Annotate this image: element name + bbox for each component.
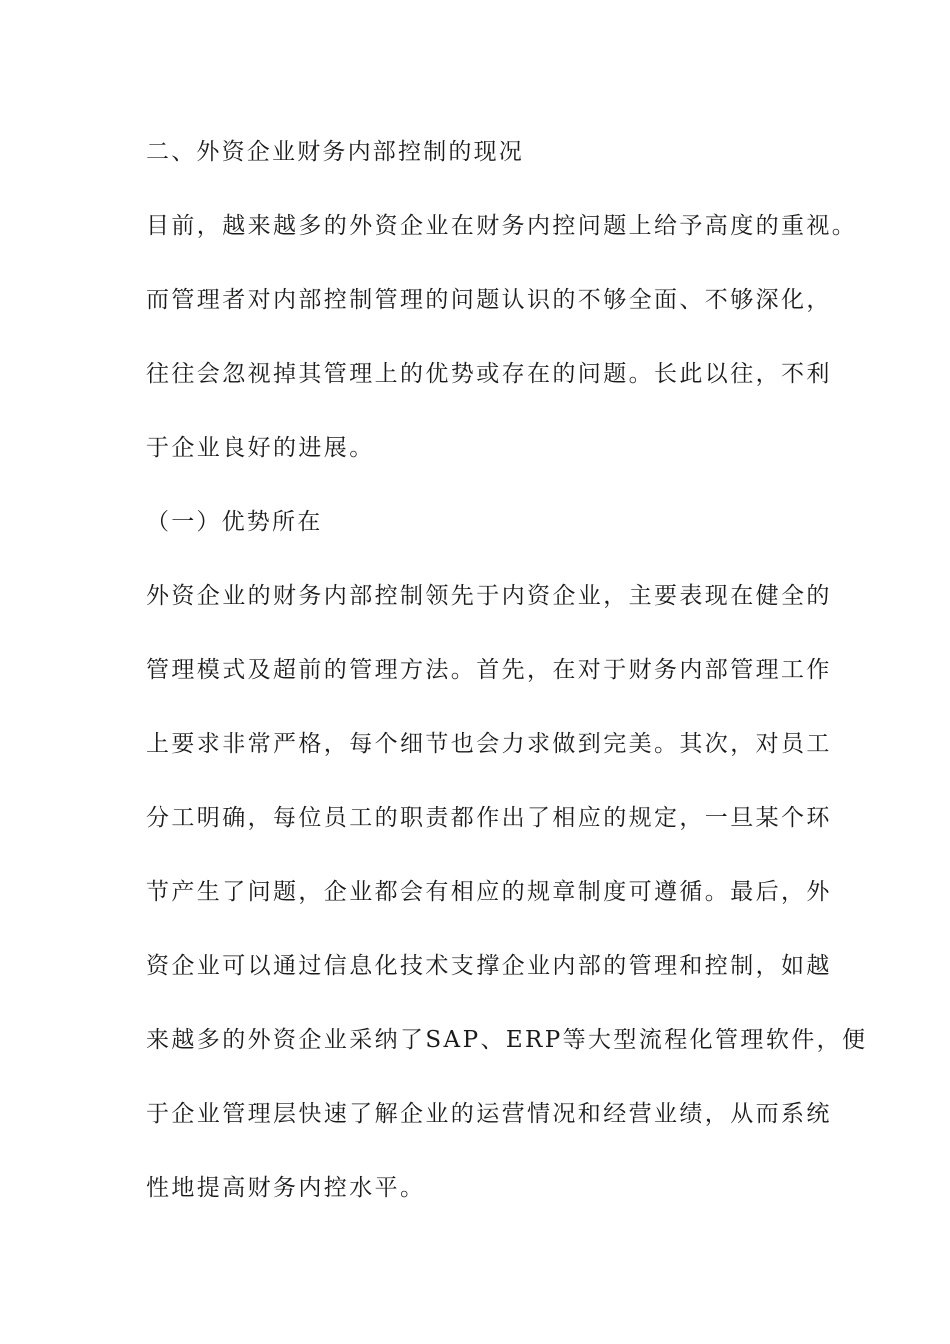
subsection-heading: （一）优势所在 <box>146 509 323 535</box>
paragraph-line: 外资企业的财务内部控制领先于内资企业，主要表现在健全的 <box>146 583 832 609</box>
paragraph-line: 于企业管理层快速了解企业的运营情况和经营业绩，从而系统 <box>146 1101 832 1127</box>
paragraph-line: 而管理者对内部控制管理的问题认识的不够全面、不够深化， <box>146 287 832 313</box>
paragraph-line: 来越多的外资企业采纳了SAP、ERP等大型流程化管理软件，便 <box>146 1027 868 1053</box>
paragraph-line: 目前，越来越多的外资企业在财务内控问题上给予高度的重视。 <box>146 213 858 239</box>
section-heading: 二、外资企业财务内部控制的现况 <box>146 139 524 165</box>
paragraph-line: 于企业良好的进展。 <box>146 435 375 461</box>
paragraph-line: 性地提高财务内控水平。 <box>146 1175 426 1201</box>
paragraph-line: 分工明确，每位员工的职责都作出了相应的规定，一旦某个环 <box>146 805 832 831</box>
paragraph-line: 节产生了问题，企业都会有相应的规章制度可遵循。最后，外 <box>146 879 832 905</box>
paragraph-line: 资企业可以通过信息化技术支撑企业内部的管理和控制，如越 <box>146 953 832 979</box>
paragraph-line: 往往会忽视掉其管理上的优势或存在的问题。长此以往，不利 <box>146 361 832 387</box>
paragraph-line: 上要求非常严格，每个细节也会力求做到完美。其次，对员工 <box>146 731 832 757</box>
paragraph-line: 管理模式及超前的管理方法。首先，在对于财务内部管理工作 <box>146 657 832 683</box>
